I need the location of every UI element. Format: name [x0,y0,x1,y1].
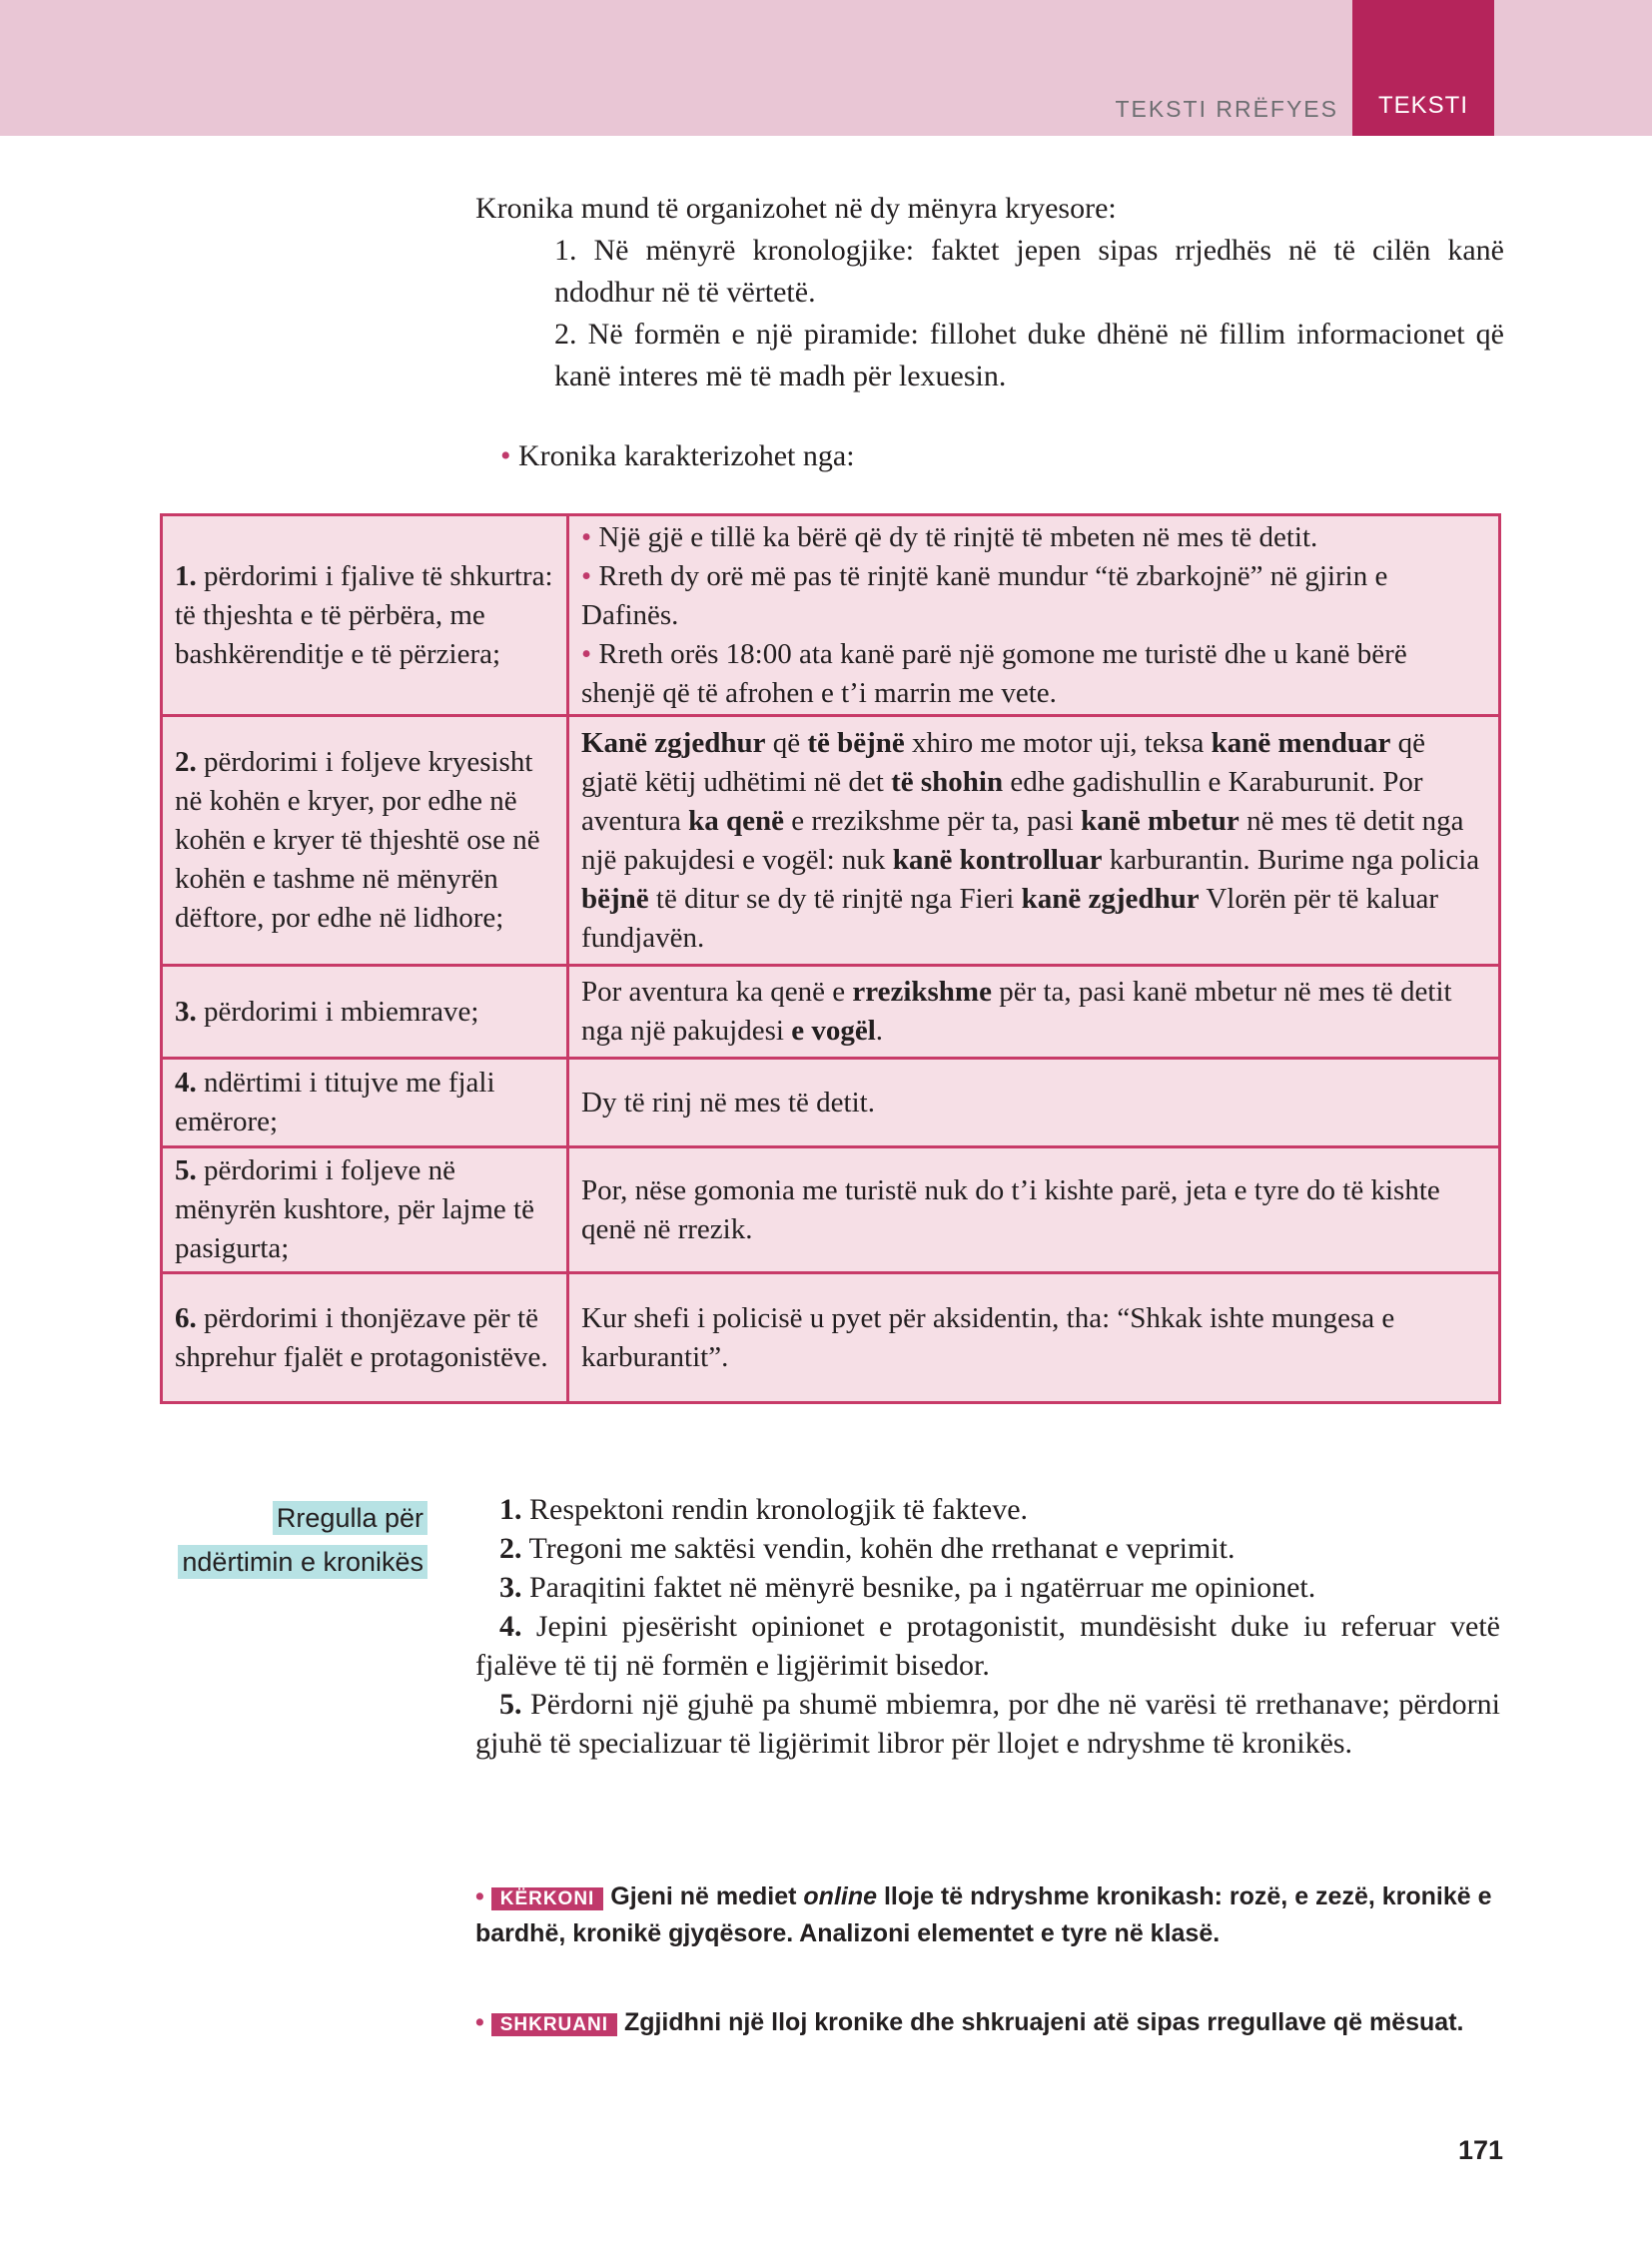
page-number: 171 [1458,2135,1504,2165]
task-write: • SHKRUANI Zgjidhni një lloj kronike dhe shkruajeni atë sipas rregullave që mësuat. [475,2008,1464,2036]
feature-cell: 5. përdorimi i foljeve në mënyrën kushtore, për lajme të pasigurta; [162,1147,568,1273]
list-item: 2. Tregoni me saktësi vendin, kohën dhe rrethanat e veprimit. [499,1532,1236,1565]
bullet-icon: • [475,2008,484,2036]
example-cell: Kanë zgjedhur që të bëjnë xhiro me motor uji, teksa kanë menduar që gjatë këtij udhëtimi në det të shohin edhe gadishullin e Karaburunit. Por aventura ka qenë e rrezikshme për ta, pasi kanë mbetur në mes të detit nga një pakujdesi e vogël: nuk kanë kontrolluar karburantin. Burime nga policia bëjnë të ditur se dy të rinjtë nga Fieri kanë zgjedhur Vlorën për të kaluar fundjavën. [568,716,1500,966]
characteristics-heading-text: Kronika karakterizohet nga: [518,439,855,472]
example-cell: Por aventura ka qenë e rrezikshme për ta, pasi kanë mbetur në mes të detit nga një pakujdesi e vogël. [568,966,1500,1059]
table-row [162,1147,1500,1273]
table-row [162,966,1500,1059]
feature-cell: 3. përdorimi i mbiemrave; [162,966,568,1059]
feature-cell: 4. ndërtimi i titujve me fjali emërore; [162,1059,568,1147]
rules-label-line-1: Rregulla për [273,1501,427,1535]
section-title: TEKSTI RRËFYES [1115,96,1338,122]
chapter-tab-label: TEKSTI [1377,92,1468,119]
example-cell: Kur shefi i policisë u pyet për aksidentin, tha: “Shkak ishte mungesa e karburantit”. [568,1273,1500,1403]
intro-lead: Kronika mund të organizohet në dy mënyra kryesore: [475,192,1117,225]
feature-cell: 6. përdorimi i thonjëzave për të shprehur fjalët e protagonistëve. [162,1273,568,1403]
example-cell: Dy të rinj në mes të detit. [568,1059,1500,1147]
characteristics-heading [500,439,855,473]
rules-label-line-2: ndërtimin e kronikës [178,1545,427,1579]
list-item: 5. Përdorni një gjuhë pa shumë mbiemra, por dhe në varësi të rrethanave; përdorni gjuhë të specializuar të ligjërimit libror për llojet e ndryshme të kronikës. [475,1688,1500,1760]
example-cell: Por, nëse gomonia me turistë nuk do t’i kishte parë, jeta e tyre do të kishte qenë në rrezik. [568,1147,1500,1273]
table-row [162,716,1500,966]
characteristics-table [160,513,1501,1404]
table-row [162,515,1500,716]
intro-item-1: 1. Në mënyrë kronologjike: faktet jepen sipas rrjedhës në të cilën kanë ndodhur në të vërtetë. [554,234,1504,309]
task-search: • KËRKONI Gjeni në mediet online lloje të ndryshme kronikash: rozë, e zezë, kronikë e bardhë, kronikë gjyqësore. Analizoni elementet e tyre në klasë. [475,1882,1492,1947]
list-item: 3. Paraqitini faktet në mënyrë besnike, pa i ngatërruar me opinionet. [499,1571,1316,1604]
rules-label [140,1496,427,1584]
bullet-icon: • [581,637,592,670]
task-tag-shkruani: SHKRUANI [491,2013,617,2036]
task-tag-kerkoni: KËRKONI [491,1887,604,1910]
bullet-icon: • [475,1882,484,1910]
intro-item-2: 2. Në formën e një piramide: fillohet duke dhënë në fillim informacionet që kanë interes më të madh për lexuesin. [554,318,1504,392]
rules-list [475,1490,1500,1763]
table-row [162,1059,1500,1147]
bullet-icon: • [581,559,592,592]
bullet-icon: • [581,520,592,553]
list-item: 4. Jepini pjesërisht opinionet e protagonistit, mundësisht duke iu referuar vetë fjalëve të tij në formën e ligjërimit bisedor. [475,1610,1500,1682]
chapter-tab [1352,0,1494,136]
table-row [162,1273,1500,1403]
example-cell: • Një gjë e tillë ka bërë që dy të rinjtë të mbeten në mes të detit. • Rreth dy orë më pas të rinjtë kanë mundur “të zbarkojnë” në gjirin e Dafinës. • Rreth orës 18:00 ata kanë parë një gomone me turistë dhe u kanë bërë shenjë që të afrohen e t’i marrin me vete. [568,515,1500,716]
feature-cell: 2. përdorimi i foljeve kryesisht në kohën e kryer, por edhe në kohën e kryer të thjeshtë ose në kohën e tashme në mënyrën dëftore, por edhe në lidhore; [162,716,568,966]
intro-section [475,188,1504,397]
list-item: 1. Respektoni rendin kronologjik të fakteve. [499,1493,1029,1526]
bullet-icon: • [500,439,511,472]
feature-cell: 1. përdorimi i fjalive të shkurtra: të thjeshta e të përbëra, me bashkërenditje e të përziera; [162,515,568,716]
